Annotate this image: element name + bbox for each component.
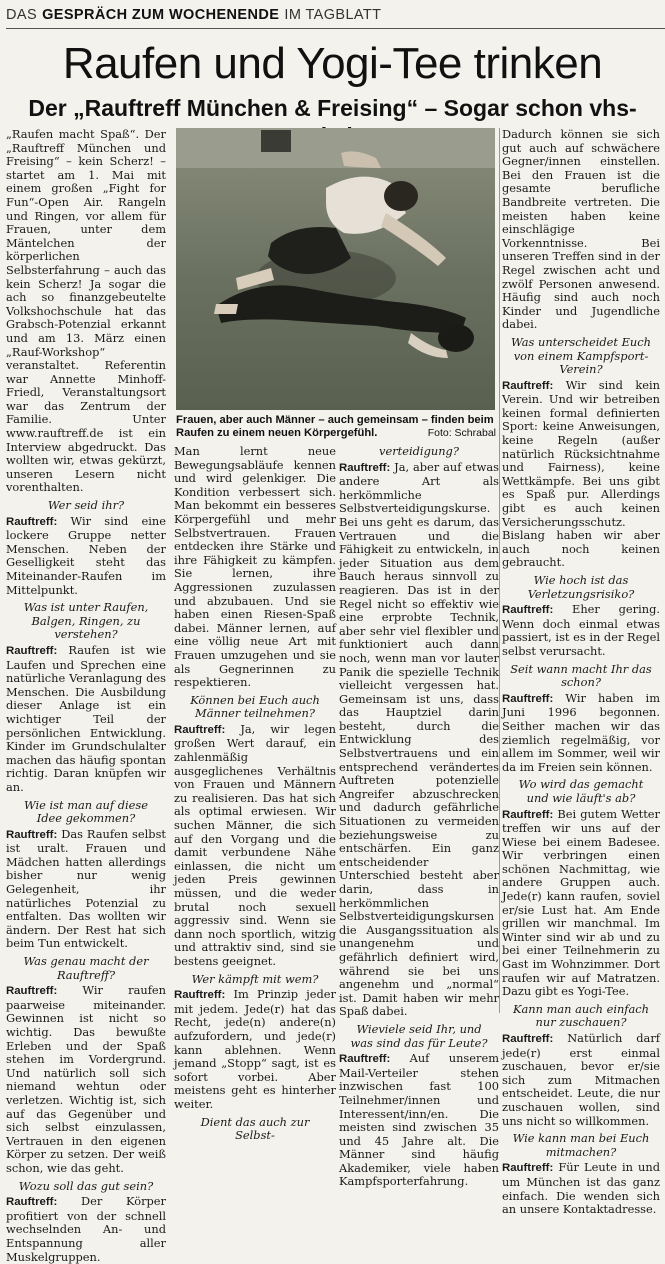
question: Was unterscheidet Euch von einem Kampfsport-Verein? <box>511 334 651 377</box>
speaker-label: Rauftreff: <box>6 1196 58 1209</box>
question: Seit wann macht Ihr das schon? <box>510 661 652 690</box>
column-1 <box>6 128 166 1264</box>
section-kicker <box>6 2 665 29</box>
photo-caption <box>176 414 496 440</box>
kicker-text-2: IM TAGBLATT <box>284 7 382 23</box>
answer: Rauftreff: Ja, aber auf etwas andere Art als herkömmliche Selbstverteidigungskurse. Bei uns geht es darum, das Vertrauen und die Fähigkeit zu entwickeln, in jeder Situation aus dem Bauch heraus sinnvoll zu reagieren. Das ist in der Regel nicht so effektiv wie eine erprobte Technik, aber sehr viel flexibler und funktioniert auch dann noch, wenn man vor lauter Panik die spezielle Technik vielleicht vergessen hat. Gemeinsam ist uns, dass das Hauptziel darin besteht, durch die Entwicklung des Selbstvertrauens und ein entsprechend verändertes Auftreten potenzielle Angreifer abzuschrecken und dadurch gefährliche Situationen zu vermeiden beziehungsweise zu entschärfen. Ein ganz entscheidender Unterschied besteht aber darin, dass in herkömmlichen Selbstverteidigungskursen die Ausgangssituation als unangenehm und gefährlich definiert wird, während sie bei uns angenehm und „normal“ ist. Damit haben wir mehr Spaß dabei. <box>339 459 499 1019</box>
answer: Rauftreff: Für Leute in und um München ist das ganz einfach. Die wenden sich an unsere Kontaktadresse. <box>502 1160 661 1217</box>
intro-text: „Raufen macht Spaß“. Der „Rauftreff München und Freising“ – kein Scherz! – startet am 1. Mai mit einem großen „Fight for Fun“-Open Air. Rangeln und Ringen, vor allem für Frauen, unter dem Mäntelchen der körperlichen Selbsterfahrung – auch das kein Scherz! Ja sogar die ach so finanzgebeutelte Volkshochschule hat das Grabsch-Potenzial erkannt und am 13. März einen „Rauf-Workshop“ veranstaltet. Referentin war Annette Minhoff-Friedl, Veranstaltungsort war das Zentrum der Familie. Unter www.rauftreff.de ist ein Interview abgedruckt. Das wollten wir, etwas gekürzt, unseren Lesern nicht vorenthalten. <box>6 127 166 495</box>
speaker-label: Rauftreff: <box>6 515 58 528</box>
paragraph: Man lernt neue Bewegungsabläufe kennen und wird gelenkiger. Die Kondition verbessert sich. Man bekommt ein besseres Körpergefühl und mehr Selbstvertrauen. Frauen entdecken ihre Stärke und ihre Fähigkeit zu kämpfen. Sie lernen, ihre Aggressionen zuzulassen und abzubauen. Und sie haben einen Riesen-Spaß dabei. Männer lernen, auf eine völlig neue Art mit Frauen umzugehen und sie als Gegnerinnen zu respektieren. <box>174 444 336 690</box>
question: Wozu soll das gut sein? <box>18 1178 154 1193</box>
question: Was genau macht der Rauftreff? <box>23 954 149 982</box>
answer: Rauftreff: Natürlich darf jede(r) erst einmal zuschauen, bevor er/sie sich zum Mitmachen entscheidet. Leute, die nur zuschauen wollen, sind uns nicht so willkommen. <box>502 1031 660 1128</box>
question: Kann man auch einfach nur zuschauen? <box>512 1001 650 1030</box>
speaker-label: Rauftreff: <box>502 1033 554 1045</box>
question: verteidigung? <box>379 444 459 458</box>
kicker-text-bold: GESPRÄCH ZUM WOCHENENDE <box>42 7 280 23</box>
answer: Rauftreff: Wir haben im Juni 1996 begonnen. Seither machen wir das ziemlich regelmäßig, vor allem im Sommer, weil wir da im Freien sein können. <box>502 690 661 774</box>
speaker-label: Rauftreff: <box>339 461 391 474</box>
answer: Rauftreff: Wir sind kein Verein. Und wir betreiben keinen formal definierten Sport: keine Anweisungen, keine Regeln (außer natürlich Rücksichtnahme und Fairness), keine Wettkämpfe. Bei uns gibt es Spaß pur. Allerdings gibt es auch keinen Versicherungsschutz. Bislang haben wir aber auch noch keinen gebraucht. <box>502 377 660 570</box>
answer: Rauftreff: Der Körper profitiert von der schnell wechselnden An- und Entspannung aller Muskelgruppen. <box>6 1194 166 1264</box>
speaker-label: Rauftreff: <box>6 644 58 657</box>
speaker-label: Rauftreff: <box>502 604 554 617</box>
article-photo <box>176 128 495 410</box>
question: Wer kämpft mit wem? <box>191 971 319 986</box>
question: Können bei Euch auch Männer teilnehmen? <box>190 692 320 721</box>
speaker-label: Rauftreff: <box>339 1053 391 1066</box>
question: Wieviele seid Ihr, und was sind das für Leute? <box>350 1021 488 1050</box>
speaker-label: Rauftreff: <box>502 379 554 392</box>
answer: Rauftreff: Auf unserem Mail-Verteiler stehen inzwischen fast 100 Teilnehmer/innen und Interessent/inn/en. Die meisten sind zwischen 35 und 45 Jahre alt. Die Männer sind häufig Akademiker, viele haben Kampfsporterfahrung. <box>339 1051 499 1189</box>
column-divider <box>499 128 500 1013</box>
kicker-text-1: DAS <box>6 7 38 23</box>
paragraph: Dadurch können sie sich gut auch auf schwächere Gegner/innen einstellen. Bei den Frauen ist die gesamte berufliche Bandbreite vertreten. Die meisten haben keine einschlägige Vorkenntnisse. Bei unseren Treffen sind in der Regel zwischen acht und zwölf Personen anwesend. Häufig sind auch noch Kinder und Jugendliche dabei. <box>502 127 660 332</box>
answer: Rauftreff: Das Raufen selbst ist uralt. Frauen und Mädchen hatten allerdings bisher nur wenig Gelegenheit, ihr natürliches Potenzial zu entfalten. Das wollten wir ändern. Der Rest hat sich beim Tun entwickelt. <box>6 826 166 951</box>
speaker-label: Rauftreff: <box>502 1162 554 1175</box>
answer: Rauftreff: Raufen ist wie Laufen und Sprechen eine natürliche Veranlagung des Menschen. Die Ausbildung dieser Anlage ist ein wichtiger Teil der persönlichen Entwicklung. Kinder im Grundschulalter machen das häufig spontan richtig. Daran knüpfen wir an. <box>6 642 166 794</box>
answer: Rauftreff: Ja, wir legen großen Wert darauf, ein zahlenmäßig ausgeglichenes Verhältnis von Frauen und Männern zu realisieren. Das hat sich als optimal erwiesen. Wir suchen Männer, die sich auf den Vorgang und die damit verbundene Nähe einlassen, die nicht um jeden Preis gewinnen müssen, und die weder brutal noch sexuell aggressiv sind. Wenn sie dann noch sportlich, witzig und attraktiv sind, sind sie bestens geeignet. <box>174 721 337 968</box>
answer: Rauftreff: Im Prinzip jeder mit jedem. Jede(r) hat das Recht, jede(n) andere(n) aufzufordern, und jede(r) kann ablehnen. Wenn jemand „Stopp“ sagt, ist es sofort vorbei. Aber meistens geht es hinterher weiter. <box>174 987 336 1111</box>
question: Wer seid ihr? <box>47 498 125 513</box>
question: Wie kann man bei Euch mitmachen? <box>512 1131 650 1159</box>
photo-credit: Foto: Schrabal <box>427 427 496 439</box>
question: Wo wird das gemacht und wie läuft's ab? <box>518 777 644 805</box>
question: Was ist unter Raufen, Balgen, Ringen, zu verstehen? <box>23 600 149 642</box>
caption-text: Frauen, aber auch Männer – auch gemeinsam – finden beim Raufen zu einem neuen Körpergefühl. <box>176 414 494 439</box>
column-2 <box>174 445 336 1143</box>
question: Wie ist man auf diese Idee gekommen? <box>24 797 148 826</box>
question: Wie hoch ist das Verletzungsrisiko? <box>527 573 635 601</box>
question: Dient das auch zur Selbst- <box>200 1114 310 1143</box>
column-4 <box>502 128 660 1217</box>
answer: Rauftreff: Bei gutem Wetter treffen wir uns auf der Wiese bei einem Badesee. Wir verbringen einen schönen Nachmittag, wie andere Gruppen auch. Jede(r) kann raufen, soviel er/sie Lust hat. Am Ende grillen wir manchmal. Im Winter sind wir ab und zu bei einer Teilnehmerin zu Gast im Wohnzimmer. Dort raufen wir auf Matratzen. Dazu gibt es Yogi-Tee. <box>502 806 660 999</box>
speaker-label: Rauftreff: <box>174 723 226 736</box>
speaker-label: Rauftreff: <box>174 989 226 1002</box>
headline: Raufen und Yogi-Tee trinken <box>62 39 603 88</box>
speaker-label: Rauftreff: <box>502 808 554 821</box>
answer: Rauftreff: Eher gering. Wenn doch einmal etwas passiert, ist es in der Regel selbst verursacht. <box>502 602 661 658</box>
speaker-label: Rauftreff: <box>6 828 58 841</box>
speaker-label: Rauftreff: <box>502 692 554 705</box>
photo-wrestling-image <box>176 128 495 410</box>
answer: Rauftreff: Wir raufen paarweise miteinander. Gewinnen ist nicht so wichtig. Das bewußte Erleben und der Spaß stehen im Vordergrund. Und natürlich soll sich niemand wehtun oder verletzen. Wichtig ist, sich auf das Gegenüber und sich selbst einzulassen, Vertrauen in den eigenen Körper zu setzen. Der weiß schon, wie das geht. <box>6 983 166 1175</box>
answer: Rauftreff: Wir sind eine lockere Gruppe netter Menschen. Neben der Geselligkeit steht das Miteinander-Raufen im Mittelpunkt. <box>6 513 166 597</box>
speaker-label: Rauftreff: <box>6 985 58 998</box>
column-3 <box>339 445 499 1189</box>
subheadline: Der „Rauftreff München & Freising“ – Sogar schon vhs- <box>28 95 637 121</box>
